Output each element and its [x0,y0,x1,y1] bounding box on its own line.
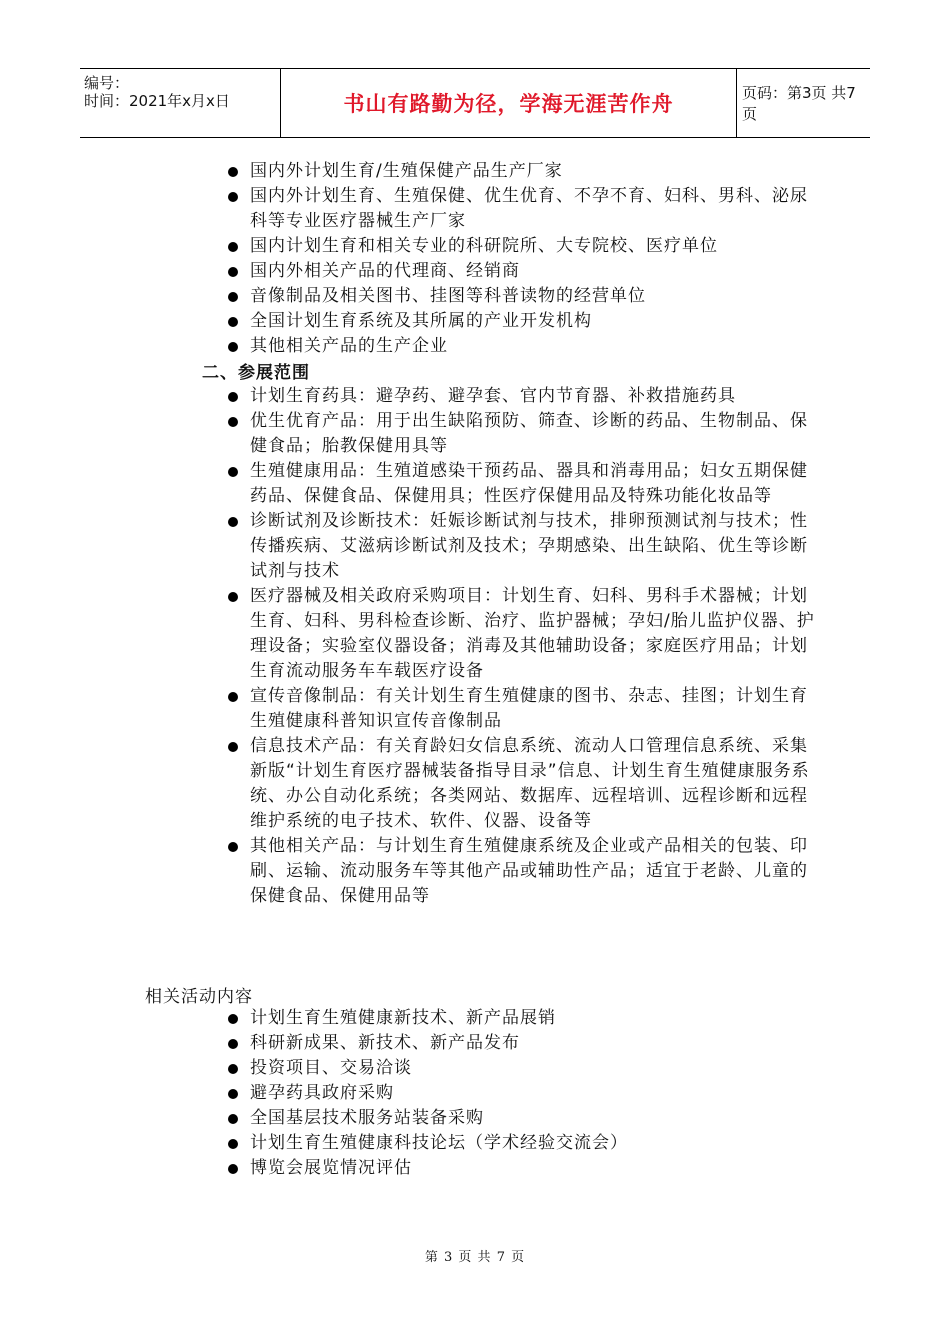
bullet-icon [228,267,238,277]
list-item: 宣传音像制品：有关计划生育生殖健康的图书、杂志、挂图；计划生育生殖健康科普知识宣传音像制品 [228,684,820,734]
list-item: 医疗器械及相关政府采购项目：计划生育、妇科、男科手术器械；计划生育、妇科、男科检查诊断、治疗、监护器械；孕妇/胎儿监护仪器、护理设备；实验室仪器设备；消毒及其他辅助设备；家庭医疗用品；计划生育流动服务车车载医疗设备 [228,584,820,684]
header-motto-cell [281,69,737,137]
list-item: 科研新成果、新技术、新产品发布 [228,1031,820,1056]
bullet-icon [228,1114,238,1124]
header-motto: 书山有路勤为径，学海无涯苦作舟 [343,92,674,116]
bullet-icon [228,392,238,402]
list-item: 投资项目、交易洽谈 [228,1056,820,1081]
list-item: 避孕药具政府采购 [228,1081,820,1106]
bullet-icon [228,1089,238,1099]
list-item: 全国计划生育系统及其所属的产业开发机构 [228,309,820,334]
bullet-icon [228,592,238,602]
list-item: 计划生育药具：避孕药、避孕套、官内节育器、补救措施药具 [228,384,820,409]
list-item: 信息技术产品：有关育龄妇女信息系统、流动人口管理信息系统、采集新版“计划生育医疗器械装备指导目录”信息、计划生育生殖健康服务系统、办公自动化系统；各类网站、数据库、远程培训、远程诊断和远程维护系统的电子技术、软件、仪器、设备等 [228,734,820,834]
bullet-icon [228,742,238,752]
list-item: 优生优育产品：用于出生缺陷预防、筛查、诊断的药品、生物制品、保健食品；胎教保健用具等 [228,409,820,459]
bullet-icon [228,167,238,177]
bullet-icon [228,417,238,427]
bullet-icon [228,1064,238,1074]
audience-list [228,159,820,359]
list-item: 计划生育生殖健康科技论坛（学术经验交流会） [228,1131,820,1156]
page-footer: 第 3 页 共 7 页 [424,1250,526,1265]
list-item: 博览会展览情况评估 [228,1156,820,1181]
scope-list [228,384,820,909]
list-item: 其他相关产品的生产企业 [228,334,820,359]
header-meta-cell [80,69,281,137]
list-item: 国内外计划生育/生殖保健产品生产厂家 [228,159,820,184]
bullet-icon [228,1164,238,1174]
bullet-icon [228,467,238,477]
bullet-icon [228,242,238,252]
bullet-icon [228,192,238,202]
bullet-icon [228,692,238,702]
header-page-info: 页码：第3页 共7页 [742,84,856,123]
bullet-icon [228,517,238,527]
page-header [80,68,870,138]
bullet-icon [228,1014,238,1024]
bullet-icon [228,1039,238,1049]
activities-list [228,1006,820,1181]
list-item: 计划生育生殖健康新技术、新产品展销 [228,1006,820,1031]
document-number-label: 编号： [84,74,130,92]
list-item: 国内计划生育和相关专业的科研院所、大专院校、医疗单位 [228,234,820,259]
bullet-icon [228,842,238,852]
list-item: 国内外计划生育、生殖保健、优生优育、不孕不育、妇科、男科、泌尿科等专业医疗器械生产厂家 [228,184,820,234]
document-date-label: 时间：2021年x月x日 [84,92,230,110]
bullet-icon [228,1139,238,1149]
list-item: 国内外相关产品的代理商、经销商 [228,259,820,284]
activities-heading: 相关活动内容 [145,987,253,1007]
bullet-icon [228,317,238,327]
list-item: 全国基层技术服务站装备采购 [228,1106,820,1131]
bullet-icon [228,342,238,352]
list-item: 诊断试剂及诊断技术：妊娠诊断试剂与技术，排卵预测试剂与技术；性传播疾病、艾滋病诊断试剂及技术；孕期感染、出生缺陷、优生等诊断试剂与技术 [228,509,820,584]
list-item: 生殖健康用品：生殖道感染干预药品、器具和消毒用品；妇女五期保健药品、保健食品、保健用具；性医疗保健用品及特殊功能化妆品等 [228,459,820,509]
list-item: 其他相关产品：与计划生育生殖健康系统及企业或产品相关的包装、印刷、运输、流动服务车等其他产品或辅助性产品；适宜于老龄、儿童的保健食品、保健用品等 [228,834,820,909]
bullet-icon [228,292,238,302]
list-item: 音像制品及相关图书、挂图等科普读物的经营单位 [228,284,820,309]
section-title-scope: 二、参展范围 [202,363,310,383]
